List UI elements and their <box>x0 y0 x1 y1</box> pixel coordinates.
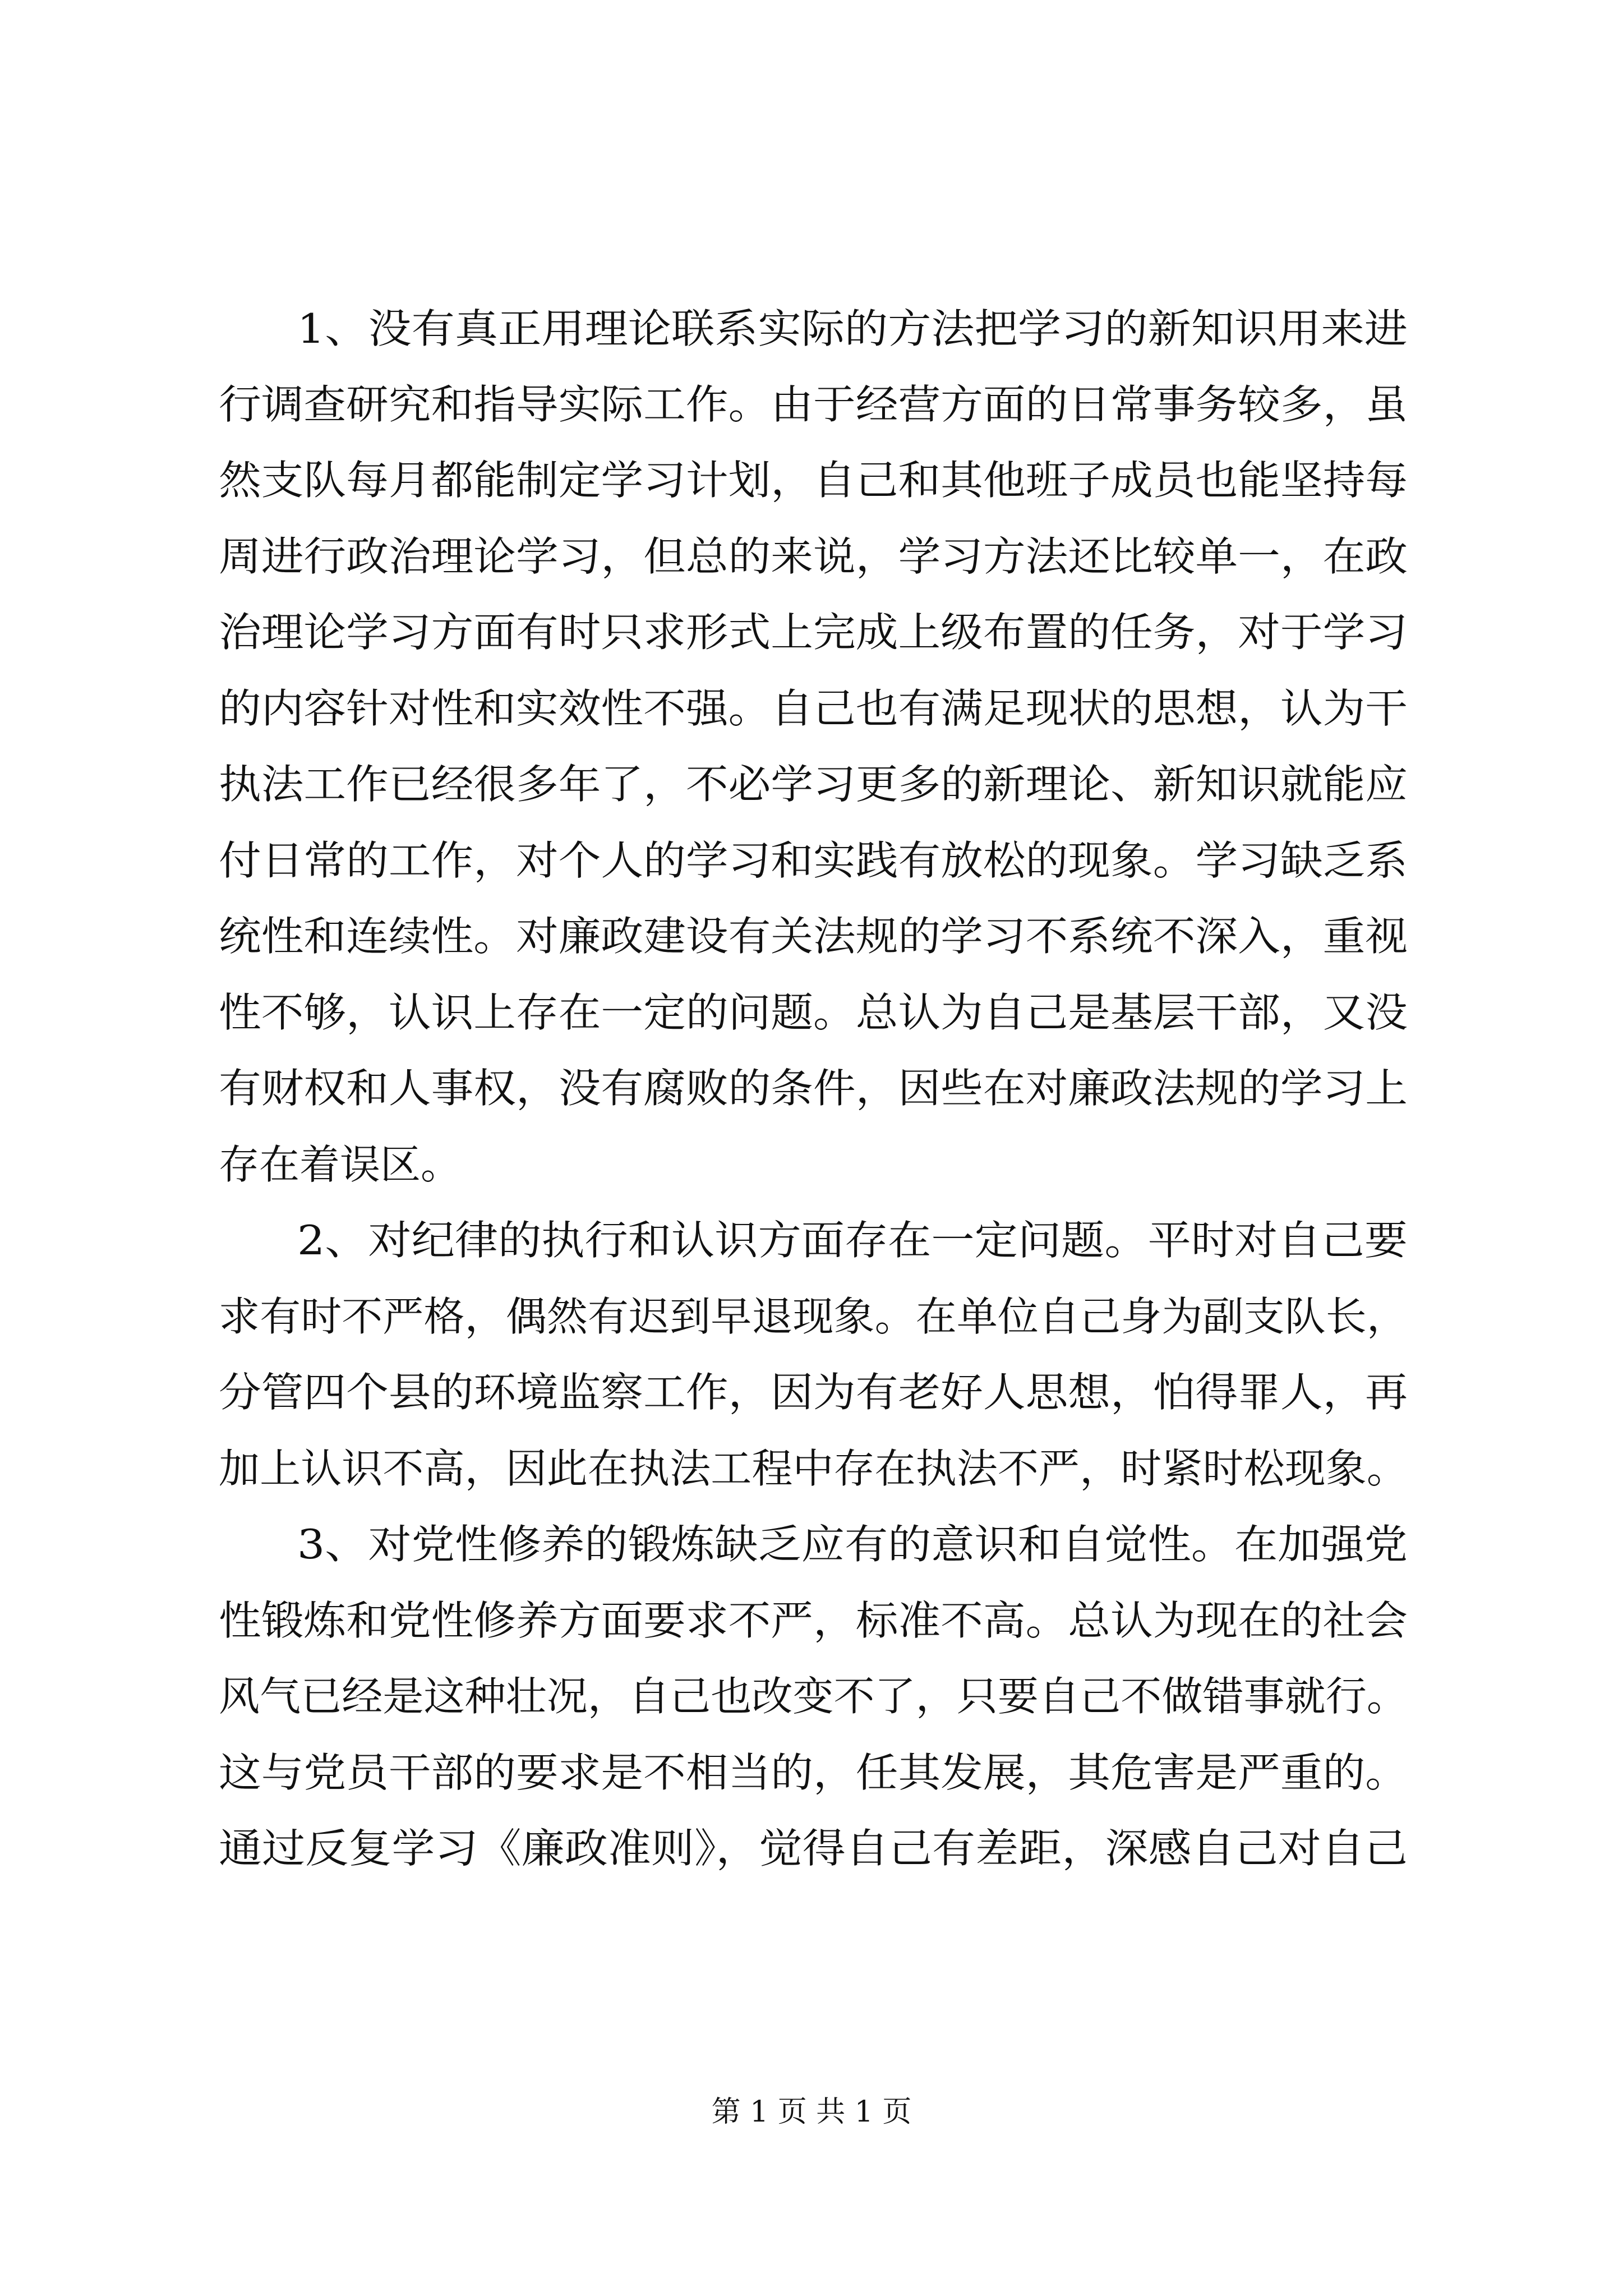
text-line <box>0 1587 1623 1654</box>
text-line <box>0 371 1623 438</box>
text-line-content: 然支队每月都能制定学习计划，自己和其他班子成员也能坚持每 <box>219 457 1408 504</box>
text-line <box>0 827 1623 894</box>
text-line <box>0 1739 1623 1806</box>
text-line <box>0 295 1623 362</box>
text-line-content: 统性和连续性。对廉政建设有关法规的学习不系统不深入，重视 <box>219 913 1408 960</box>
text-line-content: 有财权和人事权，没有腐败的条件，因些在对廉政法规的学习上 <box>219 1065 1408 1112</box>
page-number: 第 1 页 共 1 页 <box>711 2095 912 2129</box>
text-line-content: 性锻炼和党性修养方面要求不严，标准不高。总认为现在的社会 <box>219 1597 1408 1644</box>
text-line-content: 加上认识不高，因此在执法工程中存在执法不严，时紧时松现象。 <box>219 1445 1408 1492</box>
text-line <box>0 979 1623 1046</box>
text-line-content: 分管四个县的环境监察工作，因为有老好人思想，怕得罪人，再 <box>219 1369 1408 1416</box>
text-line-content: 行调查研究和指导实际工作。由于经营方面的日常事务较多，虽 <box>219 381 1408 428</box>
text-line <box>0 523 1623 590</box>
text-line <box>0 1815 1623 1882</box>
text-line <box>0 1283 1623 1350</box>
text-line-content: 求有时不严格，偶然有迟到早退现象。在单位自己身为副支队长， <box>219 1293 1408 1340</box>
text-line <box>0 1131 1623 1198</box>
text-line <box>0 675 1623 742</box>
text-line <box>0 447 1623 514</box>
text-line <box>0 599 1623 666</box>
text-line-content: 1、没有真正用理论联系实际的方法把学习的新知识用来进 <box>297 305 1408 352</box>
text-line <box>0 1663 1623 1730</box>
text-line <box>0 903 1623 970</box>
text-line <box>0 1359 1623 1426</box>
text-line-content: 性不够，认识上存在一定的问题。总认为自己是基层干部，又没 <box>219 989 1408 1036</box>
page-footer <box>0 2090 1623 2134</box>
text-line <box>0 1207 1623 1274</box>
text-line-content: 周进行政治理论学习，但总的来说，学习方法还比较单一，在政 <box>219 533 1408 580</box>
text-line-content: 付日常的工作，对个人的学习和实践有放松的现象。学习缺乏系 <box>219 837 1408 884</box>
text-line <box>0 1055 1623 1122</box>
text-line-content: 治理论学习方面有时只求形式上完成上级布置的任务，对于学习 <box>219 609 1408 656</box>
text-line-content: 执法工作已经很多年了，不必学习更多的新理论、新知识就能应 <box>219 761 1408 808</box>
text-line-content: 存在着误区。 <box>219 1141 462 1188</box>
text-line-content: 3、对党性修养的锻炼缺乏应有的意识和自觉性。在加强党 <box>297 1521 1408 1568</box>
text-line-content: 2、对纪律的执行和认识方面存在一定问题。平时对自己要 <box>297 1217 1408 1264</box>
text-line-content: 风气已经是这种壮况，自己也改变不了，只要自己不做错事就行。 <box>219 1673 1408 1720</box>
text-line <box>0 1435 1623 1502</box>
text-line <box>0 751 1623 818</box>
text-line-content: 这与党员干部的要求是不相当的，任其发展，其危害是严重的。 <box>219 1749 1408 1796</box>
text-line-content: 通过反复学习《廉政准则》，觉得自己有差距，深感自己对自己 <box>219 1825 1408 1872</box>
text-line <box>0 1511 1623 1578</box>
text-line-content: 的内容针对性和实效性不强。自己也有满足现状的思想，认为干 <box>219 685 1408 732</box>
